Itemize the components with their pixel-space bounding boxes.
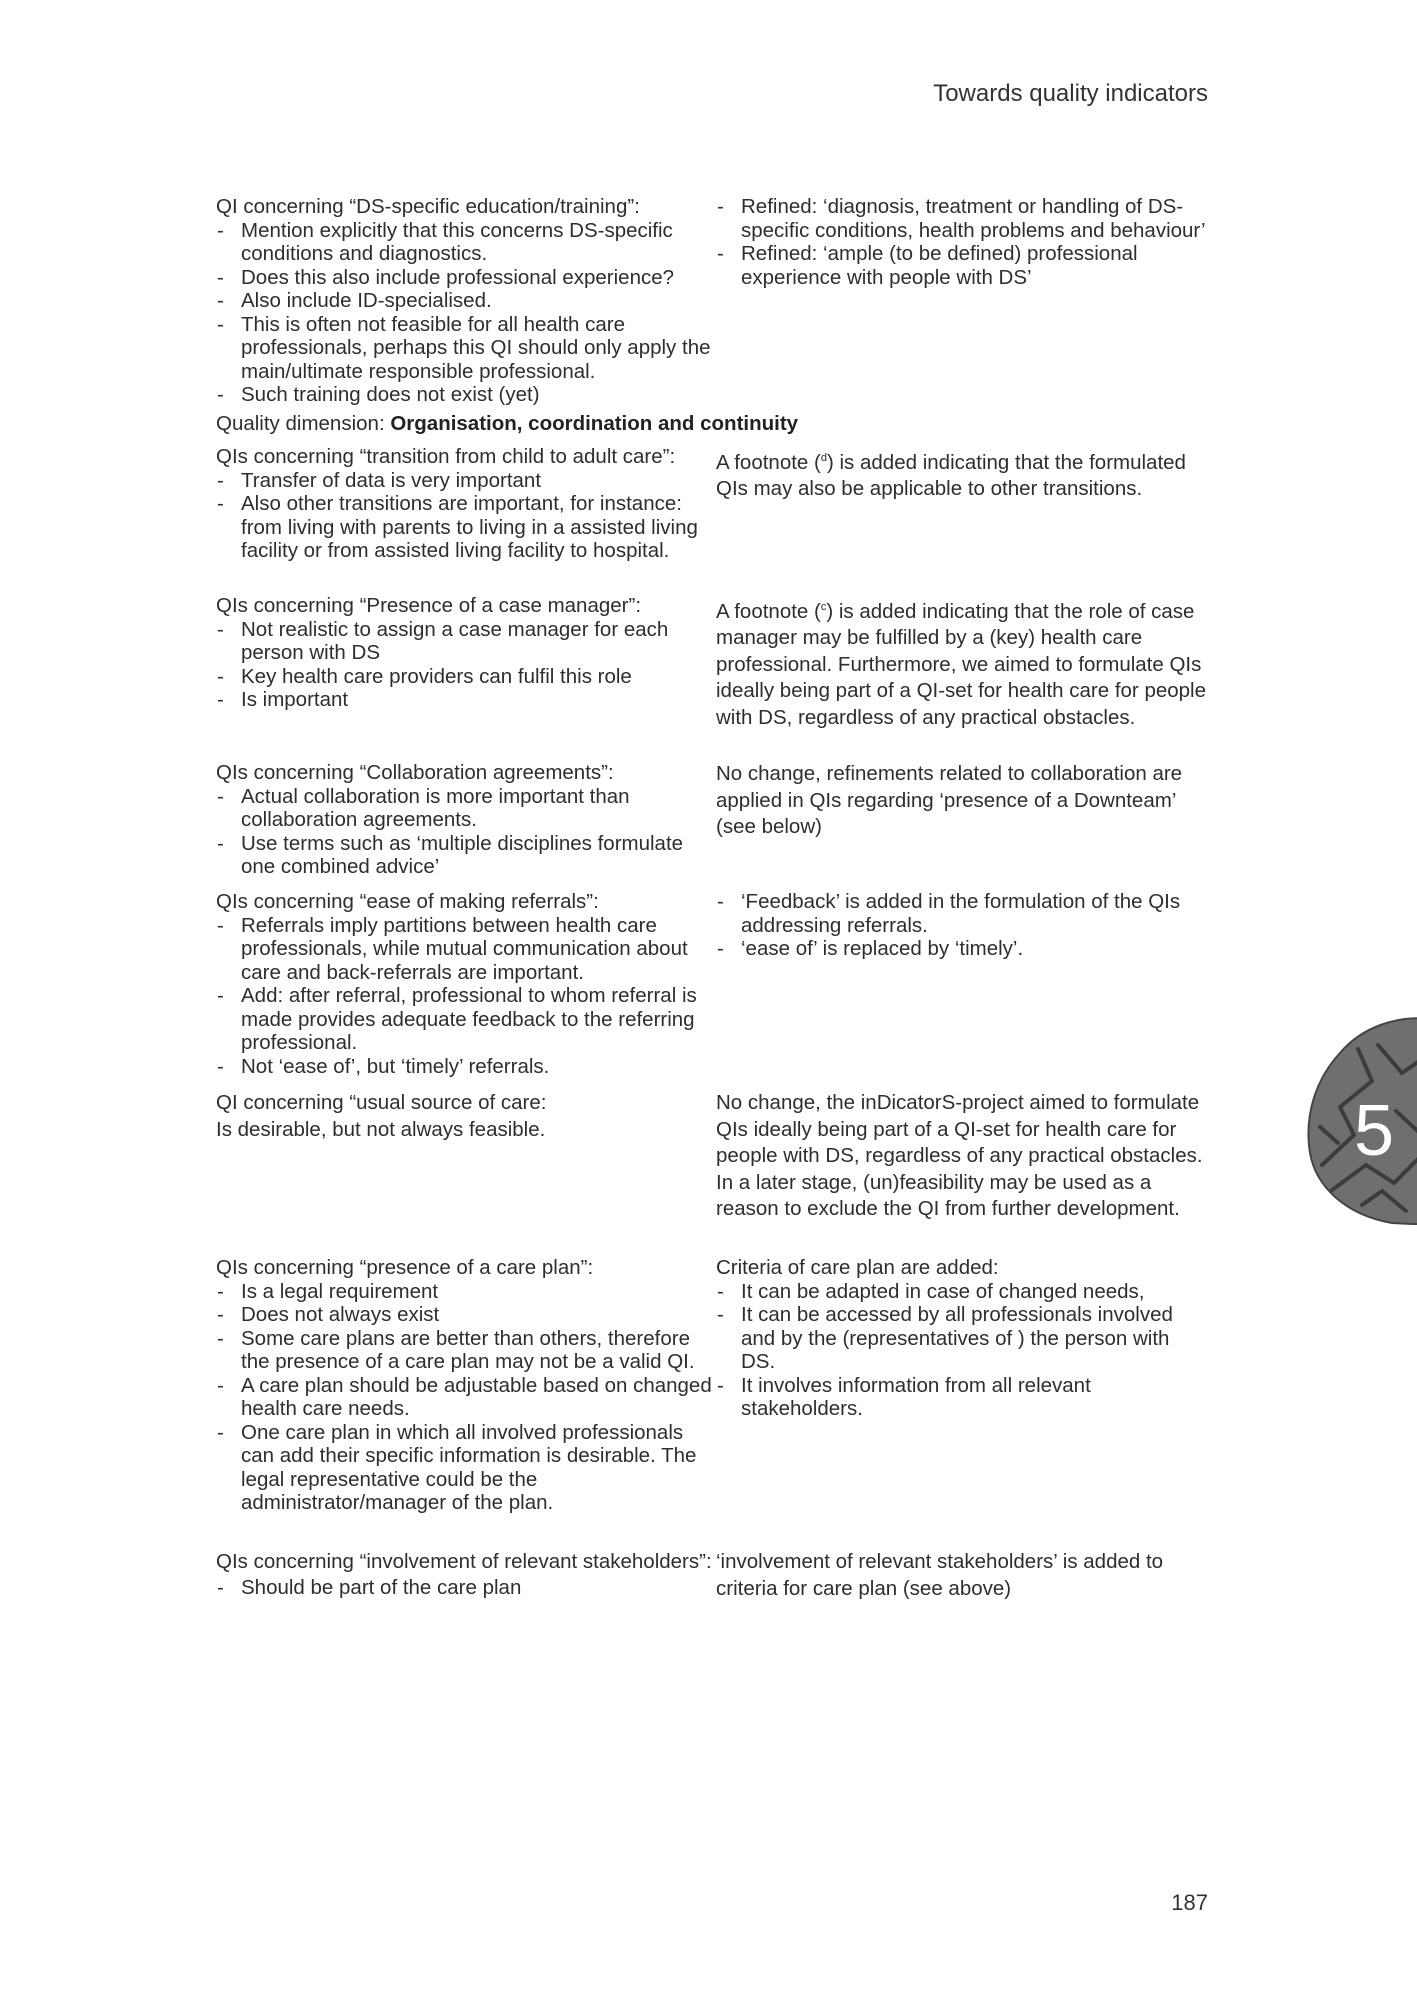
- list-item: - Some care plans are better than others, therefore the presence of a care plan may not be a valid QI.: [216, 1327, 716, 1374]
- list-item: - Does not always exist: [216, 1303, 716, 1327]
- change-cell: [716, 195, 1206, 409]
- list-item: - Also other transitions are important, for instance: from living with parents to living in a assisted living facility or from assisted living facility to hospital.: [216, 492, 716, 563]
- comment-cell: [216, 890, 716, 1090]
- comment-cell: [216, 1549, 716, 1602]
- row-heading: QIs concerning “transition from child to adult care”:: [216, 445, 676, 468]
- list-item: - It involves information from all relevant stakeholders.: [716, 1374, 1206, 1421]
- list-item: - It can be adapted in case of changed needs,: [716, 1280, 1206, 1304]
- change-cell: [716, 594, 1206, 761]
- row-text: Is desirable, but not always feasible.: [216, 1117, 546, 1141]
- list-item: - Such training does not exist (yet): [216, 383, 716, 407]
- list-item: - ‘Feedback’ is added in the formulation of the QIs addressing referrals.: [716, 890, 1206, 937]
- table-row: [216, 445, 1206, 594]
- list-item: - Refined: ‘ample (to be defined) professional experience with people with DS’: [716, 242, 1206, 289]
- list-item: - Not realistic to assign a case manager for each person with DS: [216, 618, 716, 665]
- change-list: [716, 1280, 1206, 1421]
- comment-cell: [216, 195, 716, 409]
- change-cell: [716, 1090, 1206, 1256]
- row-heading: QIs concerning “involvement of relevant stakeholders”:: [216, 1550, 712, 1573]
- comment-list: [216, 1280, 716, 1515]
- comment-list: [216, 469, 716, 563]
- change-text: A footnote ($^c$) is added indicating that the role of case manager may be fulfilled by a (key) health care professional. Furthermore, we aimed to formulate QIs ideally being part of a QI-set for health care for people with DS, regardless of any practical obstacles.: [716, 599, 1207, 729]
- quality-dimension: [216, 411, 1206, 437]
- list-item: - Key health care providers can fulfil this role: [216, 665, 716, 689]
- change-text: No change, refinements related to collaboration are applied in QIs regarding ‘presence of a Downteam’ (see below): [716, 762, 1183, 838]
- chapter-number: 5: [1354, 1091, 1395, 1171]
- list-item: - Use terms such as ‘multiple disciplines formulate one combined advice’: [216, 832, 716, 879]
- change-cell: [716, 1549, 1206, 1602]
- list-item: - It can be accessed by all professionals involved and by the (representatives of ) the person with DS.: [716, 1303, 1206, 1374]
- comment-list: [216, 1576, 716, 1600]
- dimension-label: Quality dimension:: [216, 412, 391, 435]
- list-item: - This is often not feasible for all health care professionals, perhaps this QI should only apply the main/ultimate responsible professional.: [216, 313, 716, 384]
- list-item: - Is important: [216, 688, 716, 712]
- page-number: 187: [1171, 1890, 1208, 1915]
- list-item: - A care plan should be adjustable based on changed health care needs.: [216, 1374, 716, 1421]
- comment-cell: [216, 594, 716, 761]
- comment-cell: [216, 445, 716, 594]
- list-item: - ‘ease of’ is replaced by ‘timely’.: [716, 937, 1206, 961]
- table-row: [216, 1090, 1206, 1256]
- document-body: [216, 195, 1206, 1602]
- change-cell: [716, 1256, 1206, 1549]
- list-item: - Does this also include professional experience?: [216, 266, 716, 290]
- change-text: No change, the inDicatorS-project aimed to formulate QIs ideally being part of a QI-set for health care for people with DS, regardless of any practical obstacles. In a later stage, (un)feasibility may be used as a reason to exclude the QI from further development.: [716, 1091, 1203, 1220]
- comment-cell: [216, 1256, 716, 1549]
- comment-cell: [216, 1090, 716, 1256]
- list-item: - Referrals imply partitions between health care professionals, while mutual communication about care and back-referrals are important.: [216, 914, 716, 985]
- row-heading: QIs concerning “Collaboration agreements”:: [216, 761, 614, 784]
- row-heading: QIs concerning “presence of a care plan”:: [216, 1256, 594, 1279]
- row-heading: QIs concerning “Presence of a case manager”:: [216, 594, 642, 617]
- chapter-tab-graphic: [1302, 1015, 1417, 1225]
- list-item: - Not ‘ease of’, but ‘timely’ referrals.: [216, 1055, 716, 1079]
- row-heading: QI concerning “usual source of care:: [216, 1091, 547, 1114]
- list-item: - Transfer of data is very important: [216, 469, 716, 493]
- list-item: - Add: after referral, professional to whom referral is made provides adequate feedback to the referring professional.: [216, 984, 716, 1055]
- comment-cell: [216, 761, 716, 890]
- change-list: [716, 890, 1206, 961]
- table-row: [216, 195, 1206, 409]
- list-item: - Mention explicitly that this concerns DS-specific conditions and diagnostics.: [216, 219, 716, 266]
- table-row: [216, 761, 1206, 890]
- comment-list: [216, 618, 716, 712]
- table-row: [216, 594, 1206, 761]
- change-cell: [716, 761, 1206, 890]
- change-cell: [716, 445, 1206, 594]
- comment-list: [216, 914, 716, 1079]
- chapter-tab: [1302, 1015, 1417, 1225]
- dimension-value: Organisation, coordination and continuity: [390, 412, 799, 435]
- change-text: A footnote ($^d$) is added indicating that the formulated QIs may also be applicable to other transitions.: [716, 450, 1186, 501]
- running-head: Towards quality indicators: [933, 80, 1208, 107]
- table-row: [216, 890, 1206, 1090]
- row-heading: QIs concerning “ease of making referrals”:: [216, 890, 599, 913]
- change-text: ‘involvement of relevant stakeholders’ is added to criteria for care plan (see above): [716, 1550, 1164, 1600]
- list-item: - Actual collaboration is more important than collaboration agreements.: [216, 785, 716, 832]
- list-item: - Is a legal requirement: [216, 1280, 716, 1304]
- change-list: [716, 195, 1206, 289]
- change-heading: Criteria of care plan are added:: [716, 1256, 999, 1279]
- comment-list: [216, 785, 716, 879]
- comment-list: [216, 219, 716, 407]
- row-heading: QI concerning “DS-specific education/training”:: [216, 195, 640, 218]
- change-cell: [716, 890, 1206, 1090]
- list-item: - Also include ID-specialised.: [216, 289, 716, 313]
- table-row: [216, 1549, 1206, 1602]
- table-row: [216, 1256, 1206, 1549]
- list-item: - Refined: ‘diagnosis, treatment or handling of DS-specific conditions, health problems and behaviour’: [716, 195, 1206, 242]
- list-item: - Should be part of the care plan: [216, 1576, 716, 1600]
- list-item: - One care plan in which all involved professionals can add their specific information is desirable. The legal representative could be the administrator/manager of the plan.: [216, 1421, 716, 1515]
